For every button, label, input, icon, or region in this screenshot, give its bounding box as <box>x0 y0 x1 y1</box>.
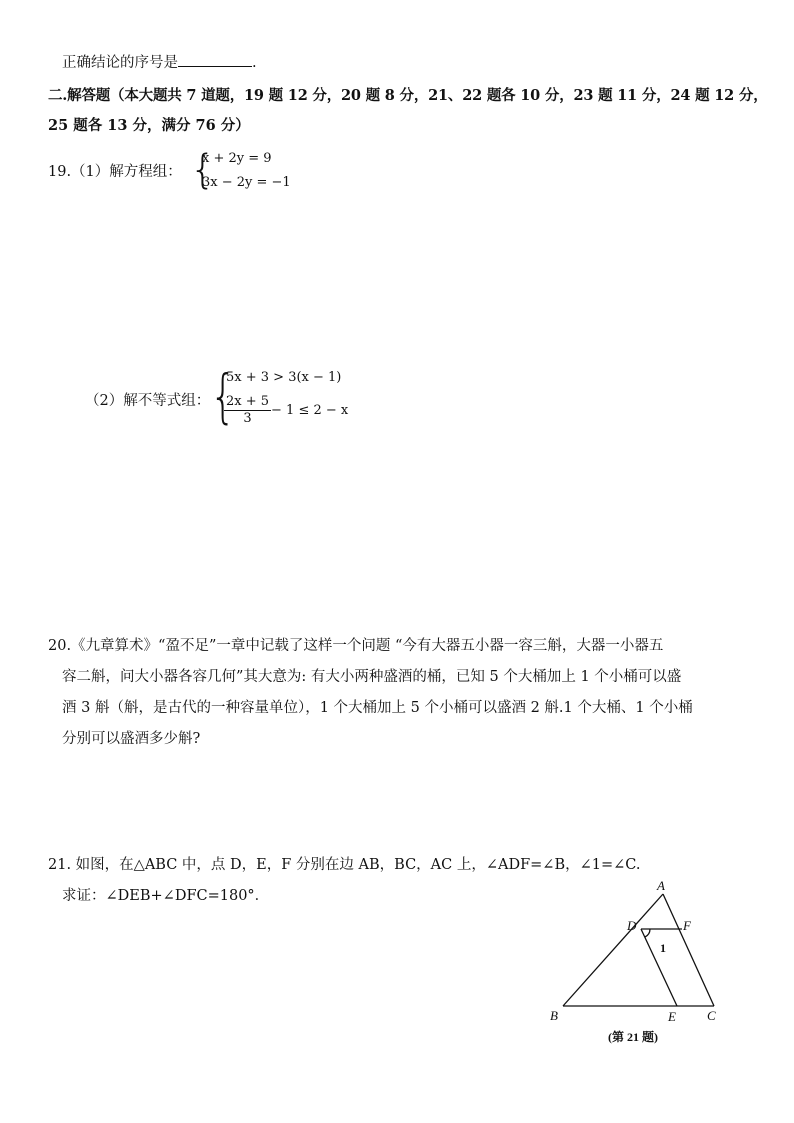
label-a: A <box>657 880 665 893</box>
q20-line-1: 20.《九章算术》“盈不足”一章中记载了这样一个问题 “今有大器五小器一容三斛，大器一小器五 <box>48 638 664 654</box>
label-f: F <box>683 918 691 933</box>
q20-line-2: 容二斛，问大小器各容几何”其大意为: 有大小两种盛酒的桶，已知 5 个大桶加上 1 个小桶可以盛 <box>62 669 682 685</box>
segment-de <box>641 929 677 1006</box>
q19-equation-1: x + 2y = 9 <box>202 151 272 166</box>
q21-line-2: 求证：∠DEB+∠DFC=180°． <box>62 888 270 904</box>
angle-1-arc <box>645 929 650 937</box>
label-d: D <box>627 918 637 933</box>
side-ab <box>563 894 663 1006</box>
top-line-suffix: . <box>252 55 257 71</box>
section-heading-line2: 25 题各 13 分，满分 76 分） <box>48 117 250 134</box>
q19-inequality-1: 5x + 3 > 3(x − 1) <box>226 370 342 385</box>
q19-equation-2: 3x − 2y = −1 <box>202 175 291 190</box>
q19-inequality-2 <box>224 394 348 427</box>
section-heading-line1: 二.解答题（本大题共 7 道题，19 题 12 分，20 题 8 分，21、22 题各 10 分，23 题 11 分，24 题 12 分， <box>48 87 768 104</box>
left-brace-1: { <box>190 147 216 193</box>
fraction-numerator: 2x + 5 <box>226 394 270 409</box>
label-b: B <box>550 1008 558 1023</box>
fraction-denominator: 3 <box>243 411 252 426</box>
side-ac <box>663 894 714 1006</box>
q21-line-1: 21. 如图，在△ABC 中，点 D，E，F 分别在边 AB，BC，AC 上，∠ADF=∠B，∠1=∠C. <box>48 857 641 873</box>
q19-part2-label: （2）解不等式组： <box>85 393 211 409</box>
label-angle-1: 1 <box>660 941 666 955</box>
q19-label: 19.（1）解方程组： <box>48 164 182 180</box>
triangle-figure <box>540 880 740 1050</box>
top-line <box>62 52 257 73</box>
figure-caption: (第 21 题) <box>608 1030 658 1044</box>
fraction <box>224 394 271 427</box>
left-brace-2: { <box>210 362 236 430</box>
inequality-2-rest: − 1 ≤ 2 − x <box>271 403 349 418</box>
q20-line-3: 酒 3 斛（斛，是古代的一种容量单位），1 个大桶加上 5 个小桶可以盛酒 2 斛.1 个大桶、1 个小桶 <box>62 700 693 716</box>
q20-line-4: 分别可以盛酒多少斛? <box>62 731 201 747</box>
label-e: E <box>668 1009 676 1024</box>
answer-blank[interactable] <box>178 52 252 67</box>
top-line-text: 正确结论的序号是 <box>62 55 178 71</box>
label-c: C <box>707 1008 716 1023</box>
